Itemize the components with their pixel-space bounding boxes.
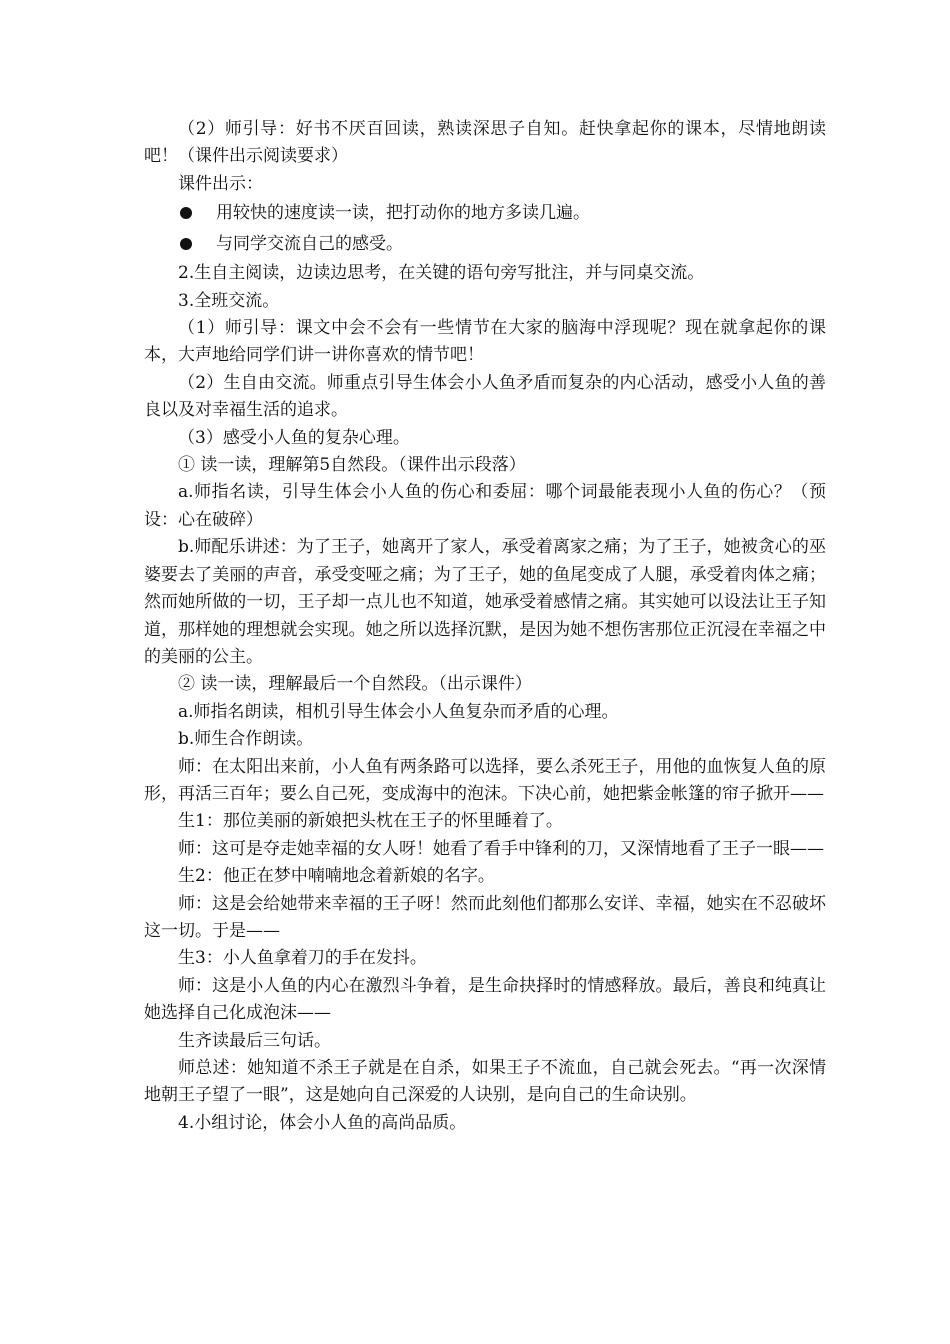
bullet-dot-icon bbox=[180, 207, 192, 219]
bullet-item bbox=[144, 229, 826, 260]
paragraph: a.师指名朗读，相机引导生体会小人鱼复杂而矛盾的心理。 bbox=[178, 701, 619, 722]
paragraph: 生2：他正在梦中喃喃地念着新娘的名字。 bbox=[178, 866, 495, 887]
paragraph: （2）师引导：好书不厌百回读，熟读深思子自知。赶快拿起你的课本，尽情地朗读吧！（课件出示阅读要求） bbox=[144, 119, 826, 167]
paragraph: 2.生自主阅读，边读边思考，在关键的语句旁写批注，并与同桌交流。 bbox=[178, 263, 705, 284]
paragraph: b.师配乐讲述：为了王子，她离开了家人，承受着离家之痛；为了王子，她被贪心的巫婆要去了美丽的声音，承受变哑之痛；为了王子，她的鱼尾变成了人腿，承受着肉体之痛；然而她所做的一切，王子却一点儿也不知道，她承受着感情之痛。其实她可以设法让王子知道，那样她的理想就会实现。她之所以选择沉默，是因为她不想伤害那位正沉浸在幸福之中的美丽的公主。 bbox=[144, 537, 826, 667]
paragraph: ① 读一读，理解第5自然段。（课件出示段落） bbox=[178, 455, 526, 476]
paragraph: 师：这是小人鱼的内心在激烈斗争着，是生命抉择时的情感释放。最后，善良和纯真让她选择自己化成泡沫—— bbox=[144, 975, 826, 1024]
paragraph: （3）感受小人鱼的复杂心理。 bbox=[178, 427, 410, 448]
paragraph: 师：这可是夺走她幸福的女人呀！她看了看手中锋利的刀，又深情地看了王子一眼—— bbox=[178, 838, 824, 859]
paragraph: （2）生自由交流。师重点引导生体会小人鱼矛盾而复杂的内心活动，感受小人鱼的善良以及对幸福生活的追求。 bbox=[144, 372, 826, 421]
paragraph: 师：这是会给她带来幸福的王子呀！然而此刻他们都那么安详、幸福，她实在不忍破坏这一切。于是—— bbox=[144, 893, 826, 941]
bullet-dot-icon bbox=[180, 238, 192, 250]
paragraph: a.师指名读，引导生体会小人鱼的伤心和委屈：哪个词最能表现小人鱼的伤心？（预设：心在破碎） bbox=[144, 482, 826, 530]
paragraph: 课件出示： bbox=[178, 173, 263, 194]
paragraph: 生1：那位美丽的新娘把头枕在王子的怀里睡着了。 bbox=[178, 811, 563, 832]
bullet-text: 与同学交流自己的感受。 bbox=[216, 234, 403, 255]
paragraph: （1）师引导：课文中会不会有一些情节在大家的脑海中浮现呢？现在就拿起你的课本，大声地给同学们讲一讲你喜欢的情节吧！ bbox=[144, 318, 826, 366]
paragraph: 师总述：她知道不杀王子就是在自杀，如果王子不流血，自己就会死去。“再一次深情地朝王子望了一眼”，这是她向自己深爱的人诀别，是向自己的生命诀别。 bbox=[144, 1058, 826, 1106]
document-page bbox=[144, 116, 826, 1137]
paragraph: 生齐读最后三句话。 bbox=[178, 1030, 331, 1051]
paragraph: b.师生合作朗读。 bbox=[178, 729, 314, 750]
paragraph: 4.小组讨论，体会小人鱼的高尚品质。 bbox=[178, 1112, 467, 1133]
paragraph: 师：在太阳出来前，小人鱼有两条路可以选择，要么杀死王子，用他的血恢复人鱼的原形，再活三百年；要么自己死，变成海中的泡沫。下决心前，她把紫金帐篷的帘子掀开—— bbox=[144, 756, 826, 804]
bullet-text: 用较快的速度读一读，把打动你的地方多读几遍。 bbox=[216, 203, 590, 224]
bullet-item bbox=[144, 198, 826, 229]
paragraph: 3.全班交流。 bbox=[178, 290, 280, 311]
paragraph: 生3：小人鱼拿着刀的手在发抖。 bbox=[178, 948, 427, 969]
paragraph: ② 读一读，理解最后一个自然段。（出示课件） bbox=[178, 674, 532, 695]
